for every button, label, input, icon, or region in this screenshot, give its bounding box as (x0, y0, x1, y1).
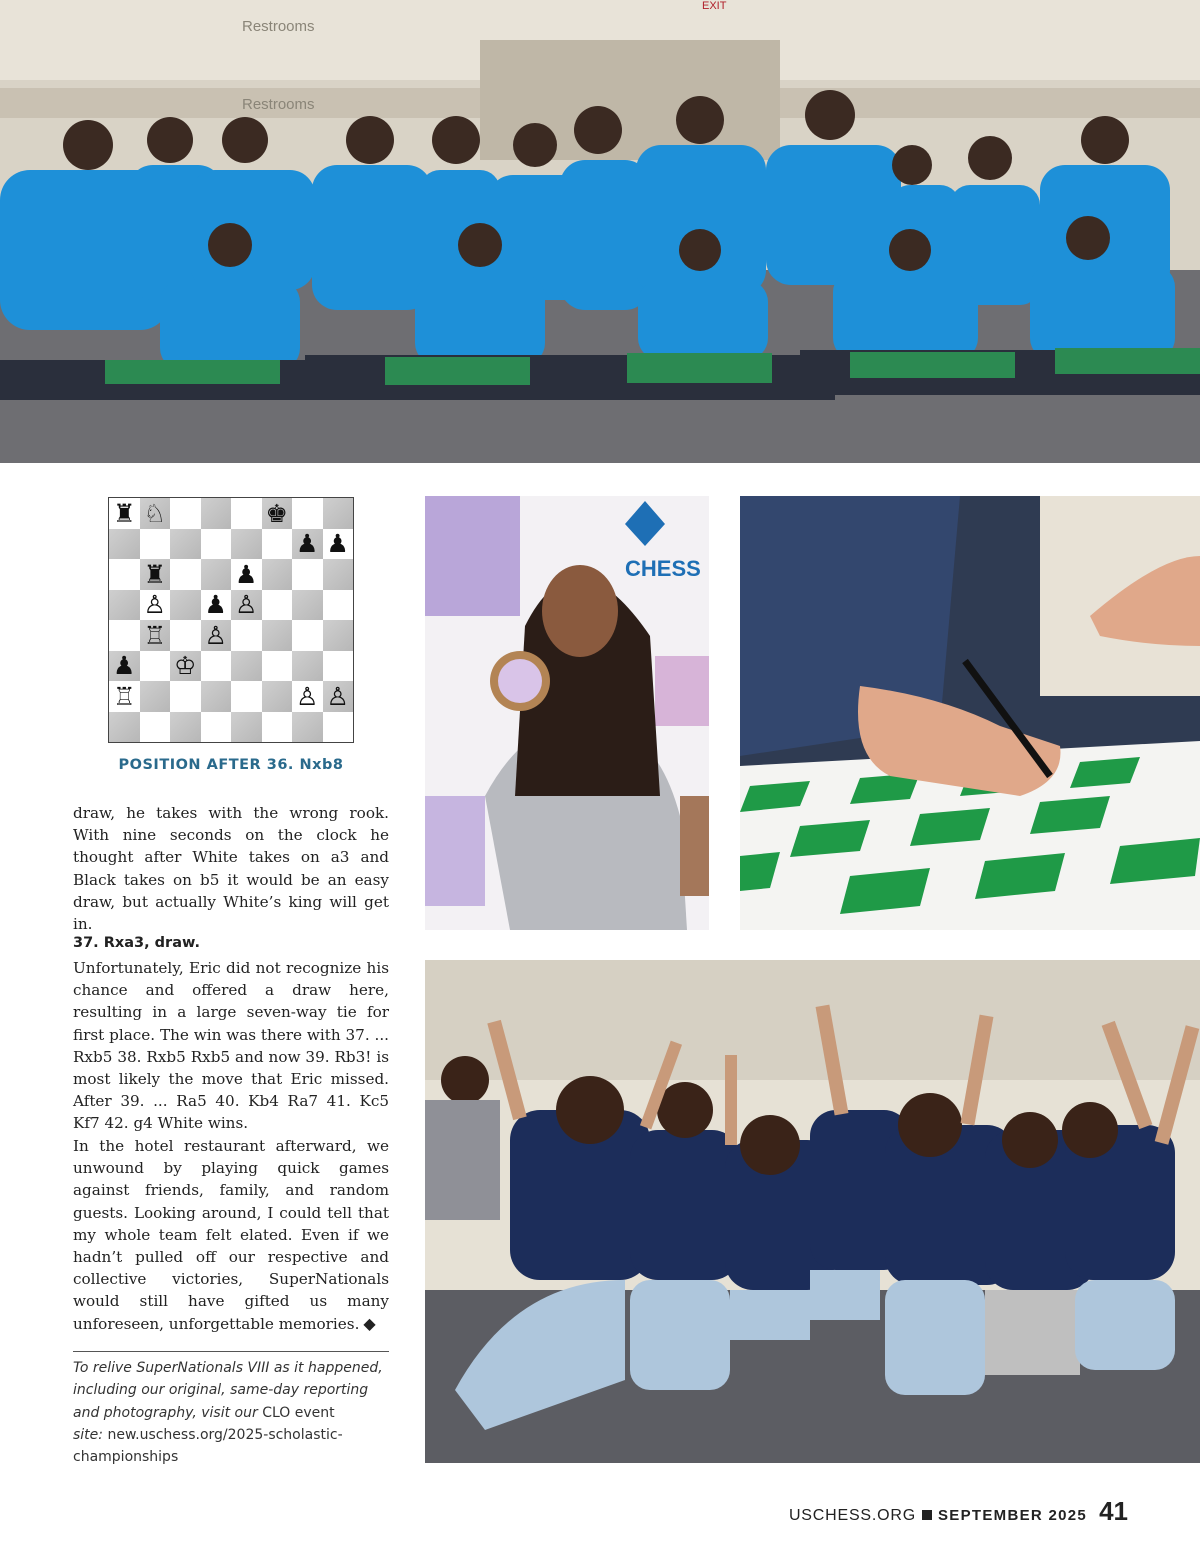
board-square (170, 620, 201, 651)
board-square (323, 590, 354, 621)
board-square (201, 590, 232, 621)
board-square (109, 590, 140, 621)
board-square (292, 620, 323, 651)
chess-piece-icon: ♙ (143, 590, 166, 620)
board-square (201, 620, 232, 651)
board-square (292, 651, 323, 682)
board-square (262, 712, 293, 743)
chess-piece-icon: ♜ (113, 498, 136, 528)
board-square (170, 559, 201, 590)
exit-sign: EXIT (702, 0, 727, 12)
chess-piece-icon: ♟ (296, 529, 319, 559)
chess-piece-icon: ♖ (113, 681, 136, 711)
board-square (201, 651, 232, 682)
board-square (231, 620, 262, 651)
chess-piece-icon: ♟ (204, 590, 227, 620)
board-square (170, 498, 201, 529)
board-square (140, 590, 171, 621)
article-paragraph-2: Unfortunately, Eric did not recognize his chance and offered a draw here, resulting in a large seven-way tie for first place. The win was there with 37. ... Rxb5 38. Rxb5 Rxb5 and now 39. Rb3! is most likely the move that Eric missed. After 39. ... Ra5 40. Kb4 Ra7 41. Kc5 Kf7 42. g4 White wins. (73, 959, 389, 1133)
board-square (323, 620, 354, 651)
end-mark-icon: ◆ (363, 1313, 376, 1333)
board-square (170, 651, 201, 682)
board-square (323, 712, 354, 743)
footer-issue-date: SEPTEMBER 2025 (937, 1507, 1088, 1524)
footer-site: USCHESS.ORG (788, 1507, 916, 1524)
board-square (231, 559, 262, 590)
board-square (292, 559, 323, 590)
board-square (170, 590, 201, 621)
board-square (292, 681, 323, 712)
chess-piece-icon: ♟ (235, 559, 258, 589)
svg-text:CHESS: CHESS (625, 556, 701, 581)
board-square (109, 529, 140, 560)
diagram-caption: POSITION AFTER 36. Nxb8 (118, 757, 344, 773)
page-number: 41 (1099, 1496, 1128, 1526)
board-square (201, 559, 232, 590)
page-footer (789, 1496, 1128, 1527)
board-square (292, 498, 323, 529)
board-square (140, 651, 171, 682)
board-square (323, 651, 354, 682)
board-square (109, 712, 140, 743)
board-square (231, 590, 262, 621)
board-square (201, 498, 232, 529)
note-url[interactable]: new.uschess.org/2025-scholastic-championships (73, 1426, 343, 1466)
team-photo (0, 0, 1200, 463)
chess-piece-icon: ♙ (296, 681, 319, 711)
board-square (231, 651, 262, 682)
board-square (170, 681, 201, 712)
board-square (201, 712, 232, 743)
chess-diagram (108, 497, 354, 743)
board-square (140, 712, 171, 743)
chess-piece-icon: ♙ (326, 681, 349, 711)
article-paragraph-3 (73, 1135, 389, 1335)
board-square (140, 620, 171, 651)
celebrating-team-photo (425, 960, 1200, 1463)
footer-separator (922, 1510, 932, 1520)
article-paragraph-1: draw, he takes with the wrong rook. With nine seconds on the clock he thought after White takes on a3 and Black takes on b5 it would be an easy draw, but actually White’s king will get in. (73, 804, 389, 934)
board-square (262, 651, 293, 682)
board-square (292, 529, 323, 560)
board-square (323, 498, 354, 529)
board-square (109, 498, 140, 529)
board-square (262, 620, 293, 651)
chess-piece-icon: ♙ (204, 620, 227, 650)
chess-piece-icon: ♘ (143, 498, 166, 528)
chess-piece-icon: ♟ (113, 651, 136, 681)
event-note (73, 1357, 391, 1468)
note-site-label: site: (73, 1426, 104, 1443)
board-square (231, 681, 262, 712)
restroom-sign-lower: Restrooms (242, 96, 315, 113)
medal-winner-photo (425, 496, 709, 930)
board-square (170, 712, 201, 743)
board-square (262, 590, 293, 621)
board-square (109, 559, 140, 590)
note-clo: CLO event (262, 1404, 335, 1421)
board-square (140, 498, 171, 529)
board-square (262, 498, 293, 529)
board-square (323, 559, 354, 590)
board-square (262, 529, 293, 560)
board-square (323, 681, 354, 712)
board-square (231, 712, 262, 743)
board-square (170, 529, 201, 560)
article-paragraph-3-text: In the hotel restaurant afterward, we unwound by playing quick games against friends, family, and random guests. Looking around, I could tell that my whole team felt elated. Even if we hadn’t pulled off our respective and collective victories, SuperNationals would still have gifted us many unforeseen, unforgettable memories. (73, 1137, 389, 1333)
board-square (201, 529, 232, 560)
signing-board-photo (740, 496, 1200, 930)
chess-piece-icon: ♙ (235, 590, 258, 620)
board-square (323, 529, 354, 560)
board-square (292, 712, 323, 743)
move-heading: 37. Rxa3, draw. (73, 935, 200, 951)
board-square (109, 681, 140, 712)
board-square (140, 559, 171, 590)
board-square (292, 590, 323, 621)
board-square (109, 620, 140, 651)
restroom-sign-upper: Restrooms (242, 18, 315, 35)
board-square (262, 681, 293, 712)
board-square (109, 651, 140, 682)
chess-piece-icon: ♟ (326, 529, 349, 559)
board-square (231, 529, 262, 560)
chess-piece-icon: ♜ (143, 559, 166, 589)
board-square (140, 529, 171, 560)
board-square (201, 681, 232, 712)
note-lead: To relive SuperNationals VIII as it happened, including our original, same-day reporting and photography, visit our (73, 1360, 383, 1421)
board-square (140, 681, 171, 712)
chess-piece-icon: ♔ (174, 651, 197, 681)
chess-piece-icon: ♖ (143, 620, 166, 650)
board-square (262, 559, 293, 590)
board-square (231, 498, 262, 529)
note-divider (73, 1351, 389, 1352)
chess-piece-icon: ♚ (265, 498, 288, 528)
